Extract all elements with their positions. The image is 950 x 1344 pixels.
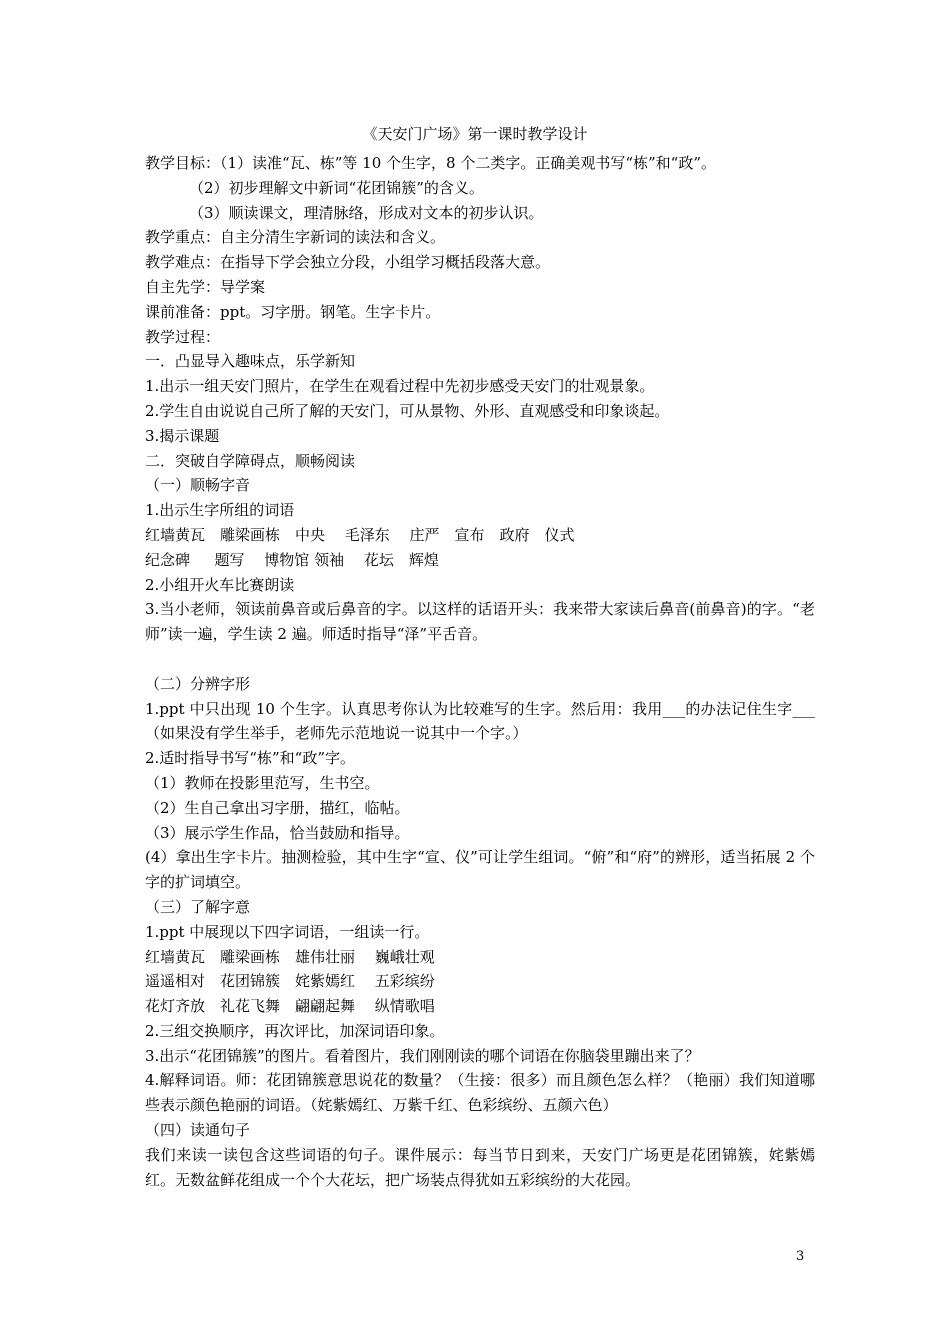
process-heading: 教学过程： [145,327,221,346]
step-line: 2.适时指导书写“栋”和“政”字。 [145,749,355,768]
step-line: 3.出示“花团锦簇”的图片。看着图片，我们刚刚读的哪个词语在你脑袋里蹦出来了？ [145,1046,700,1065]
page-number: 3 [796,1249,805,1264]
section-heading-2: 二．突破自学障碍点，顺畅阅读 [145,451,356,470]
objective-line-2: （2）初步理解文中新词“花团锦簇”的含义。 [189,178,484,197]
key-point-line: 教学重点：自主分清生字新词的读法和含义。 [145,228,446,247]
subsection-heading: （三）了解字意 [145,897,251,916]
word-list-line: 遥遥相对 花团锦簇 姹紫嫣红 五彩缤纷 [145,972,435,991]
step-line: 1.出示一组天安门照片，在学生在观看过程中先初步感受天安门的壮观景象。 [145,377,655,396]
difficulty-line: 教学难点：在指导下学会独立分段，小组学习概括段落大意。 [145,253,551,272]
word-list-line: 红墙黄瓦 雕梁画栋 中央 毛泽东 庄严 宣布 政府 仪式 [145,525,575,544]
step-paragraph: 1.ppt 中只出现 10 个生字。认真思考你认为比较难写的生字。然后用：我用___的办法记住生字___（如果没有学生举手，老师先示范地说一说其中一个字。） [145,699,815,743]
preparation-line: 课前准备：ppt。习字册。钢笔。生字卡片。 [145,302,441,321]
blank-line [145,647,815,672]
step-line: 2.小组开火车比赛朗读 [145,575,295,594]
subsection-heading: （二）分辨字形 [145,674,251,693]
substep-paragraph: (4）拿出生字卡片。抽测检验，其中生字“宣、仪”可让学生组词。“俯”和“府”的辨形，适当拓展 2 个字的扩词填空。 [145,848,815,892]
substep-line: （3）展示学生作品，恰当鼓励和指导。 [145,823,410,842]
step-line: 1.出示生字所组的词语 [145,501,295,520]
word-list-line: 花灯齐放 礼花飞舞 翩翩起舞 纵情歌唱 [145,997,435,1016]
step-line: 2.三组交换顺序，再次评比，加深词语印象。 [145,1021,445,1040]
substep-line: （1）教师在投影里范写，生书空。 [145,773,380,792]
document-title: 《天安门广场》第一课时教学设计 [362,125,588,143]
step-paragraph: 4.解释词语。师：花团锦簇意思说花的数量？（生接：很多）而且颜色怎么样？（艳丽）我们知道哪些表示颜色艳丽的词语。（姹紫嫣红、万紫千红、色彩缤纷、五颜六色） [145,1071,815,1115]
self-study-line: 自主先学：导学案 [145,277,266,296]
closing-paragraph: 我们来读一读包含这些词语的句子。课件展示：每当节日到来，天安门广场更是花团锦簇，姹紫嫣红。无数盆鲜花组成一个个大花坛，把广场装点得犹如五彩缤纷的大花园。 [145,1145,815,1189]
subsection-heading: （一）顺畅字音 [145,476,251,495]
subsection-heading: （四）读通句子 [145,1121,251,1140]
step-line: 1.ppt 中展现以下四字词语，一组读一行。 [145,922,430,941]
objective-line-3: （3）顺读课文，理清脉络，形成对文本的初步认识。 [189,203,544,222]
step-paragraph: 3.当小老师，领读前鼻音或后鼻音的字。以这样的话语开头：我来带大家读后鼻音(前鼻音)的字。“老师”读一遍，学生读 2 遍。师适时指导“泽”平舌音。 [145,600,815,644]
section-heading-1: 一．凸显导入趣味点，乐学新知 [145,352,356,371]
objective-line-1: 教学目标：（1）读准“瓦、栋”等 10 个生字，8 个二类字。正确美观书写“栋”和“政”。 [145,154,716,172]
word-list-line: 纪念碑 题写 博物馆 领袖 花坛 辉煌 [145,550,439,569]
word-list-line: 红墙黄瓦 雕梁画栋 雄伟壮丽 巍峨壮观 [145,947,435,966]
step-line: 3.揭示课题 [145,426,220,445]
step-line: 2.学生自由说说自己所了解的天安门，可从景物、外形、直观感受和印象谈起。 [145,401,670,420]
document-body [145,151,815,1192]
substep-line: （2）生自己拿出习字册，描红，临帖。 [145,798,410,817]
